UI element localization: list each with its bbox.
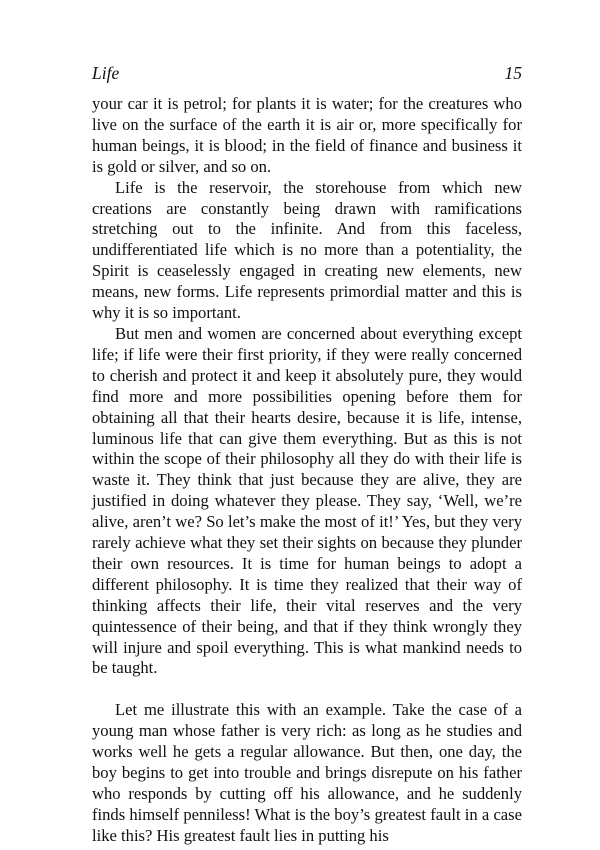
body-text <box>92 94 522 847</box>
paragraph-example: Let me illustrate this with an example. Take the case of a young man whose father is very rich: as long as he studies and works well he gets a regular allowance. But then, one day, the boy begins to get into trouble and brings disrepute on his father who responds by cutting off his allowance, and he suddenly finds himself penniless! What is the boy’s greatest fault in a case like this? His greatest fault lies in putting his <box>92 700 522 845</box>
paragraph-priority: But men and women are concerned about everything except life; if life were their first priority, if they were really concerned to cherish and protect it and keep it absolutely pure, they would find more and more possibilities opening before them for obtaining all that their hearts desire, because it is life, intense, luminous life that can give them everything. But as this is not within the scope of their philosophy all they do with their life is waste it. They think that just because they are alive, they are justified in doing whatever they please. They say, ‘Well, we’re alive, aren’t we? So let’s make the most of it!’ Yes, but they very rarely achieve what they set their sights on because they plunder their own resources. It is time for human beings to adopt a different philosophy. It is time they realized that their way of thinking affects their life, their vital reserves and the very quintessence of their being, and that if they think wrongly they will injure and spoil everything. This is what mankind needs to be taught. <box>92 323 522 678</box>
chapter-title: Life <box>92 63 120 83</box>
running-head <box>92 62 522 84</box>
paragraph-continued: your car it is petrol; for plants it is water; for the creatures who live on the surface of the earth it is air or, more specifically for human beings, it is blood; in the field of finance and business it is gold or silver, and so on. <box>92 94 522 176</box>
page-number: 15 <box>504 63 522 83</box>
paragraph-reservoir: Life is the reservoir, the storehouse from which new creations are constantly being drawn with ramifications stretching out to the infinite. And from this faceless, undifferentiated life which is no more than a potentiality, the Spirit is ceaselessly engaged in creating new elements, new means, new forms. Life represents primordial matter and this is why it is so important. <box>92 177 522 323</box>
